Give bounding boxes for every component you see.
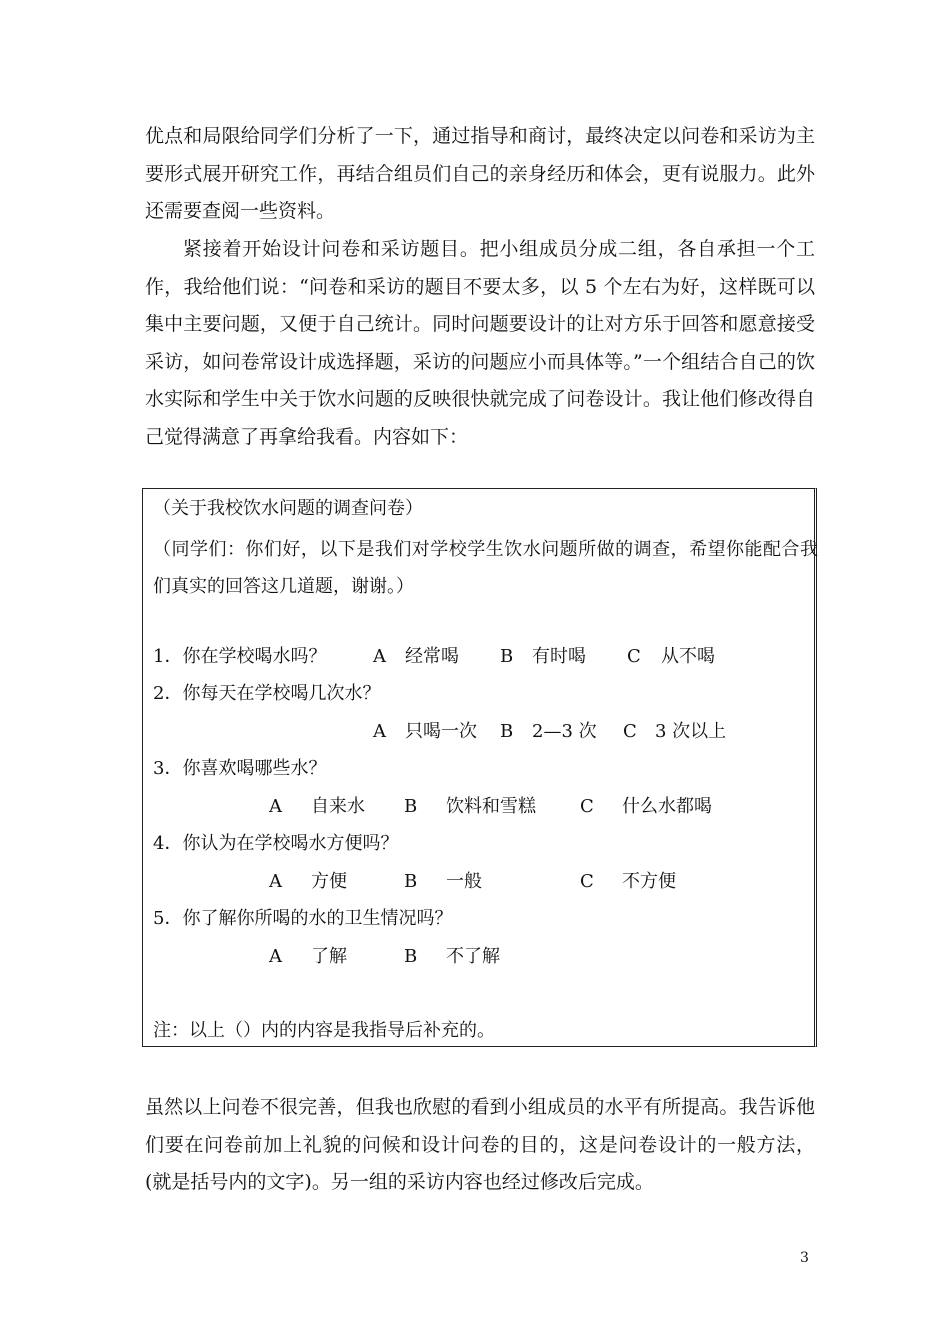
question-3: 3．你喜欢喝哪些水？ xyxy=(153,758,327,779)
question-5-option-a: 了解 xyxy=(311,946,347,967)
questionnaire-box xyxy=(142,488,817,1047)
question-3-option-b: 饮料和雪糕 xyxy=(446,796,536,817)
question-1-option-a: 经常喝 xyxy=(405,646,459,667)
question-2-option-b-letter: B xyxy=(500,721,514,742)
question-5-option-a-letter: A xyxy=(269,946,282,967)
question-2-option-a-letter: A xyxy=(373,721,386,742)
question-1: 1．你在学校喝水吗？ xyxy=(153,646,327,667)
question-3-option-c-letter: C xyxy=(580,796,594,817)
question-4-option-a-letter: A xyxy=(269,871,282,892)
question-2: 2．你每天在学校喝几次水？ xyxy=(153,683,381,704)
question-1-option-c: 从不喝 xyxy=(661,646,715,667)
paragraph-intro: 优点和局限给同学们分析了一下，通过指导和商讨，最终决定以问卷和采访为主要形式展开研究工作，再结合组员们自己的亲身经历和体会，更有说服力。此外还需要查阅一些资料。 xyxy=(145,125,815,222)
question-1-option-a-letter: A xyxy=(373,646,386,667)
questionnaire-title: （关于我校饮水问题的调查问卷） xyxy=(153,498,423,519)
question-2-option-c-letter: C xyxy=(623,721,637,742)
question-4-option-a: 方便 xyxy=(311,871,347,892)
page-number: 3 xyxy=(800,1250,809,1266)
question-3-option-a: 自来水 xyxy=(311,796,365,817)
paragraph-conclusion: 虽然以上问卷不很完善，但我也欣慰的看到小组成员的水平有所提高。我告诉他们要在问卷前加上礼貌的问候和设计问卷的目的，这是问卷设计的一般方法，(就是括号内的文字)。另一组的采访内容也经过修改后完成。 xyxy=(145,1096,815,1193)
question-1-option-c-letter: C xyxy=(627,646,641,667)
question-4: 4．你认为在学校喝水方便吗？ xyxy=(153,833,399,854)
question-3-option-a-letter: A xyxy=(269,796,282,817)
question-1-option-b: 有时喝 xyxy=(532,646,586,667)
question-4-option-b-letter: B xyxy=(404,871,418,892)
question-5-option-b: 不了解 xyxy=(446,946,500,967)
question-5: 5．你了解你所喝的水的卫生情况吗？ xyxy=(153,908,453,929)
question-5-option-b-letter: B xyxy=(404,946,418,967)
question-3-option-c: 什么水都喝 xyxy=(622,796,712,817)
questionnaire-intro: （同学们：你们好，以下是我们对学校学生饮水问题所做的调查，希望你能配合我们真实的回答这几道题，谢谢。） xyxy=(153,539,818,597)
question-2-option-a: 只喝一次 xyxy=(405,721,477,742)
questionnaire-note: 注：以上（）内的内容是我指导后补充的。 xyxy=(153,1020,495,1041)
question-4-option-c: 不方便 xyxy=(622,871,676,892)
question-1-option-b-letter: B xyxy=(500,646,514,667)
question-4-option-b: 一般 xyxy=(446,871,482,892)
question-2-option-c: 3 次以上 xyxy=(655,721,727,742)
paragraph-design: 紧接着开始设计问卷和采访题目。把小组成员分成二组，各自承担一个工作，我给他们说：“问卷和采访的题目不要太多，以 5 个左右为好，这样既可以集中主要问题，又便于自己统计。同时问题要设计的让对方乐于回答和愿意接受采访，如问卷常设计成选择题，采访的问题应小而具体等。”一个组结合自己的饮水实际和学生中关于饮水问题的反映很快就完成了问卷设计。我让他们修改得自己觉得满意了再拿给我看。内容如下： xyxy=(145,238,815,448)
question-4-option-c-letter: C xyxy=(580,871,594,892)
question-2-option-b: 2—3 次 xyxy=(532,721,597,742)
question-3-option-b-letter: B xyxy=(404,796,418,817)
